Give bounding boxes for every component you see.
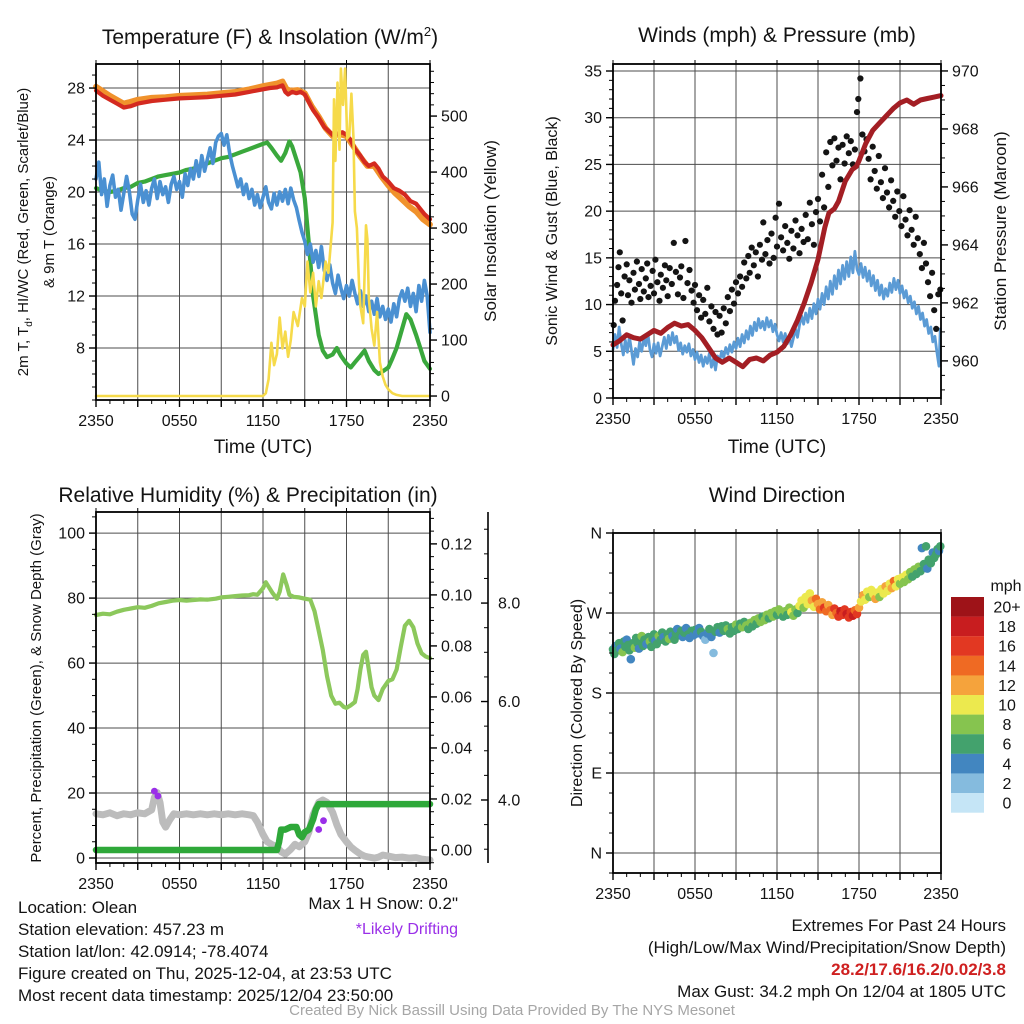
svg-text:1150: 1150 — [759, 411, 795, 428]
svg-text:1750: 1750 — [841, 411, 877, 428]
xlabel-time-utc-left: Time (UTC) — [213, 437, 313, 458]
colorbar-swatch — [951, 734, 984, 754]
svg-text:500: 500 — [441, 108, 468, 126]
svg-text:0.02: 0.02 — [441, 791, 473, 809]
colorbar-swatch — [951, 617, 984, 637]
svg-text:960: 960 — [952, 353, 979, 371]
max-snow-note: Max 1 H Snow: 0.2" — [308, 894, 458, 913]
humidity-precip-chart — [58, 508, 520, 893]
svg-text:0.08: 0.08 — [441, 638, 473, 656]
svg-text:80: 80 — [67, 590, 85, 608]
chart-title-temperature-text: Temperature (F) & Insolation (W/m — [101, 26, 424, 49]
colorbar-swatch — [951, 773, 984, 793]
chart-title-winds-pressure: Winds (mph) & Pressure (mb) — [638, 24, 916, 47]
colorbar-swatch — [951, 793, 984, 813]
svg-text:1150: 1150 — [245, 413, 281, 430]
svg-text:4.0: 4.0 — [498, 792, 521, 810]
svg-text:24: 24 — [67, 132, 85, 150]
winds-pressure-chart — [584, 60, 979, 428]
svg-text:6.0: 6.0 — [498, 694, 521, 712]
svg-text:20: 20 — [67, 785, 85, 803]
svg-text:2350: 2350 — [923, 411, 959, 428]
chart-title-temperature-sup: 2 — [423, 24, 432, 39]
svg-text:10: 10 — [584, 297, 602, 315]
svg-text:0.12: 0.12 — [441, 536, 473, 554]
svg-text:5: 5 — [593, 343, 602, 361]
svg-text:40: 40 — [67, 720, 85, 738]
ylabel-temperature-line2: & 9m T (Orange) — [41, 176, 58, 288]
max-gust-line: Max Gust: 34.2 mph On 12/04 at 1805 UTC — [677, 982, 1006, 1001]
svg-text:970: 970 — [952, 63, 979, 81]
svg-text:mph: mph — [990, 578, 1022, 595]
svg-text:0550: 0550 — [161, 876, 198, 893]
svg-text:12: 12 — [67, 288, 85, 306]
colorbar-swatch — [951, 656, 984, 676]
svg-text:16: 16 — [998, 638, 1016, 656]
svg-text:100: 100 — [441, 332, 468, 350]
svg-text:966: 966 — [952, 179, 979, 197]
svg-text:100: 100 — [58, 525, 85, 543]
svg-text:2350: 2350 — [78, 413, 114, 430]
svg-text:0: 0 — [593, 390, 602, 408]
extremes-title: Extremes For Past 24 Hours — [791, 916, 1006, 935]
svg-text:N: N — [590, 525, 602, 543]
extremes-subtitle: (High/Low/Max Wind/Precipitation/Snow Depth) — [647, 938, 1006, 957]
colorbar-swatch — [951, 695, 984, 715]
svg-text:0.00: 0.00 — [441, 842, 473, 860]
svg-text:0: 0 — [441, 388, 450, 406]
svg-text:35: 35 — [584, 63, 602, 81]
svg-text:28: 28 — [67, 80, 85, 98]
chart-title-temperature-suffix: ) — [431, 26, 439, 49]
svg-text:0550: 0550 — [677, 411, 713, 428]
ylabel-solar-insolation: Solar Insolation (Yellow) — [481, 140, 500, 322]
svg-text:2350: 2350 — [923, 886, 959, 903]
svg-text:962: 962 — [952, 295, 979, 313]
svg-text:E: E — [591, 765, 602, 783]
extremes-block — [606, 915, 1006, 1003]
xlabel-time-utc-right: Time (UTC) — [727, 437, 827, 458]
svg-text:200: 200 — [441, 276, 468, 294]
station-location: Location: Olean — [18, 898, 138, 917]
speed-colorbar-legend — [951, 578, 1022, 813]
ylabel-sonic-wind: Sonic Wind & Gust (Blue, Black) — [544, 116, 561, 346]
station-info — [18, 897, 393, 1007]
svg-text:6: 6 — [1002, 736, 1012, 754]
svg-text:15: 15 — [584, 250, 602, 268]
svg-text:2: 2 — [1002, 775, 1012, 793]
svg-text:2350: 2350 — [412, 876, 448, 893]
svg-text:18: 18 — [998, 619, 1016, 637]
likely-drifting-note: *Likely Drifting — [355, 921, 458, 938]
svg-text:60: 60 — [67, 655, 85, 673]
svg-text:8: 8 — [76, 340, 85, 358]
credit-line: Created By Nick Bassill Using Data Provided By The NYS Mesonet — [289, 1002, 735, 1019]
svg-text:2350: 2350 — [595, 886, 631, 903]
station-latlon: Station lat/lon: 42.0914; -78.4074 — [18, 942, 269, 961]
colorbar-swatch — [951, 597, 984, 617]
wind-direction-chart — [587, 526, 1022, 904]
svg-text:1750: 1750 — [841, 886, 877, 903]
svg-text:0.04: 0.04 — [441, 740, 473, 758]
svg-text:0550: 0550 — [677, 886, 713, 903]
figure-created: Figure created on Thu, 2025-12-04, at 23:53 UTC — [18, 964, 392, 983]
svg-text:300: 300 — [441, 220, 468, 238]
svg-text:964: 964 — [952, 237, 979, 255]
svg-text:0: 0 — [1002, 795, 1012, 813]
snow-depth-drifting — [151, 788, 327, 833]
ylabel-percent-precip-snow: Percent, Precipitation (Green), & Snow Depth (Gray) — [28, 513, 45, 863]
colorbar-swatch — [951, 675, 984, 695]
svg-text:14: 14 — [998, 658, 1016, 676]
svg-text:20+: 20+ — [993, 599, 1021, 617]
svg-text:0.06: 0.06 — [441, 689, 473, 707]
svg-text:0.10: 0.10 — [441, 587, 473, 605]
svg-text:2350: 2350 — [595, 411, 631, 428]
svg-text:12: 12 — [998, 677, 1016, 695]
svg-text:1150: 1150 — [245, 876, 281, 893]
ylabel-temperature-line1: 2m T, $T_d$, HI/WC (Red, Green, Scarlet/Blue) — [15, 87, 35, 377]
svg-text:400: 400 — [441, 164, 468, 182]
svg-text:20: 20 — [67, 184, 85, 202]
svg-text:2350: 2350 — [412, 413, 448, 430]
svg-text:0: 0 — [76, 850, 85, 868]
svg-text:1750: 1750 — [328, 876, 365, 893]
svg-text:4: 4 — [1002, 756, 1012, 774]
svg-text:30: 30 — [584, 110, 602, 128]
temperature-insolation-chart — [67, 60, 468, 430]
colorbar-swatch — [951, 754, 984, 774]
svg-text:20: 20 — [584, 203, 602, 221]
svg-text:16: 16 — [67, 236, 85, 254]
ylabel-direction: Direction (Colored By Speed) — [569, 598, 586, 808]
station-elevation: Station elevation: 457.23 m — [18, 920, 225, 939]
chart-title-humidity-precip: Relative Humidity (%) & Precipitation (in) — [58, 484, 438, 507]
svg-text:10: 10 — [998, 697, 1016, 715]
recent-timestamp: Most recent data timestamp: 2025/12/04 23:50:00 — [18, 986, 394, 1005]
svg-text:8.0: 8.0 — [498, 595, 521, 613]
colorbar-swatch — [951, 636, 984, 656]
svg-text:8: 8 — [1002, 717, 1012, 735]
svg-text:1750: 1750 — [328, 413, 365, 430]
svg-text:N: N — [590, 845, 602, 863]
svg-text:S: S — [591, 685, 602, 703]
svg-text:1150: 1150 — [759, 886, 795, 903]
chart-title-wind-direction: Wind Direction — [708, 484, 846, 507]
svg-text:968: 968 — [952, 121, 979, 139]
extremes-values: 28.2/17.6/16.2/0.02/3.8 — [831, 960, 1006, 979]
ylabel-station-pressure: Station Pressure (Maroon) — [991, 131, 1010, 331]
svg-text:2350: 2350 — [78, 876, 114, 893]
svg-text:W: W — [586, 605, 602, 623]
svg-text:0550: 0550 — [161, 413, 198, 430]
colorbar-swatch — [951, 715, 984, 735]
svg-text:25: 25 — [584, 156, 602, 174]
